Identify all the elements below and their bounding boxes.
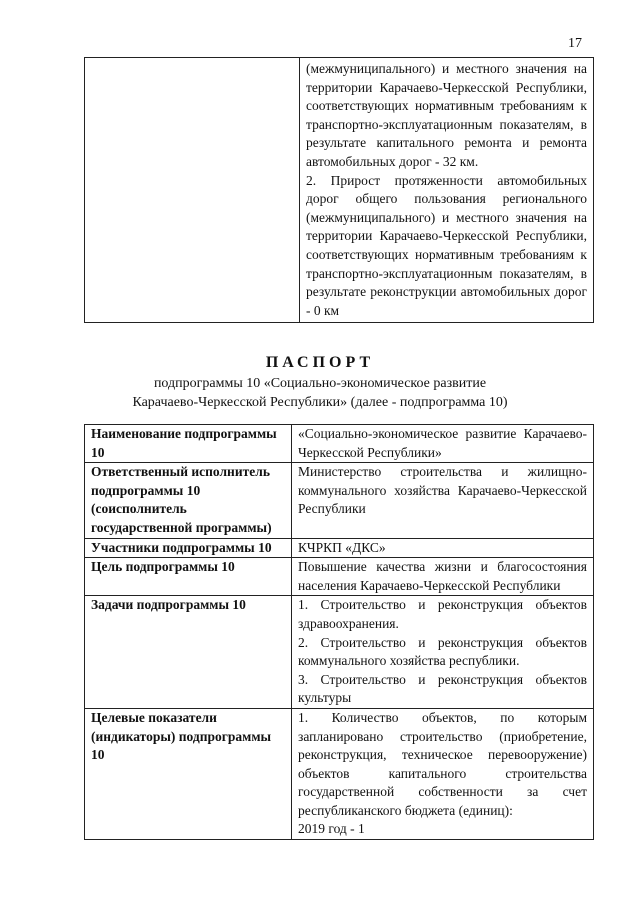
indicators-cell xyxy=(300,58,594,323)
value-paragraph: Повышение качества жизни и благосостояния населения Карачаево-Черкесской Республики xyxy=(298,559,587,593)
row-value xyxy=(292,425,594,463)
cell-paragraph: 2. Прирост протяженности автомобильных дорог общего пользования регионального (межмуниципального) и местного значения на территории Карачаево-Черкесской Республики, соответствующих нормативным требованиям к транспортно-эксплуатационным показателям, в результате реконструкции автомобильных дорог - 0 км xyxy=(306,172,587,318)
row-value xyxy=(292,538,594,558)
passport-title: ПАСПОРТ xyxy=(265,354,375,371)
continued-table xyxy=(84,57,594,323)
value-paragraph: 3. Строительство и реконструкция объектов культуры xyxy=(298,671,587,706)
table-row xyxy=(85,425,594,463)
row-value xyxy=(292,463,594,538)
cell-paragraph: (межмуниципального) и местного значения на территории Карачаево-Черкесской Республики, соответствующих нормативным требованиям к транспортно-эксплуатационным показателям, в результате капитального ремонта и ремонта автомобильных дорог - 32 км. xyxy=(306,61,587,169)
passport-subtitle: подпрограммы 10 «Социально-экономическое развитие xyxy=(153,376,487,391)
empty-cell xyxy=(85,58,300,323)
row-label: Ответственный исполнитель подпрограммы 10 (соисполнитель государственной программы) xyxy=(85,463,292,538)
table-row xyxy=(85,463,594,538)
row-label: Цель подпрограммы 10 xyxy=(85,558,292,596)
value-paragraph: 2019 год - 1 xyxy=(298,821,365,837)
row-label: Задачи подпрограммы 10 xyxy=(85,596,292,709)
table-row xyxy=(85,538,594,558)
page-number: 17 xyxy=(568,36,582,51)
row-label: Целевые показатели (индикаторы) подпрограммы 10 xyxy=(85,708,292,839)
row-label: Наименование подпрограммы 10 xyxy=(85,425,292,463)
table-row xyxy=(85,708,594,839)
table-row xyxy=(85,596,594,709)
row-value xyxy=(292,708,594,839)
value-paragraph: 1. Строительство и реконструкция объектов здравоохранения. xyxy=(298,597,587,631)
row-value xyxy=(292,558,594,596)
passport-table xyxy=(84,424,594,840)
value-paragraph: 1. Количество объектов, по которым запланировано строительство (приобретение, реконструкция, техническое перевооружение) объектов капитального строительства государственной собственности за счет республиканского бюджета (единиц): xyxy=(298,709,587,818)
value-paragraph: КЧРКП «ДКС» xyxy=(298,539,386,555)
value-paragraph: Министерство строительства и жилищно-коммунального хозяйства Карачаево-Черкесской Республики xyxy=(298,464,587,517)
row-label: Участники подпрограммы 10 xyxy=(85,538,292,558)
value-paragraph: 2. Строительство и реконструкция объектов коммунального хозяйства республики. xyxy=(298,634,587,669)
value-paragraph: «Социально-экономическое развитие Карачаево-Черкесской Республики» xyxy=(298,426,587,460)
table-row xyxy=(85,58,594,323)
row-value xyxy=(292,596,594,709)
table-row xyxy=(85,558,594,596)
passport-subtitle: Карачаево-Черкесской Республики» (далее - подпрограмма 10) xyxy=(132,395,508,410)
